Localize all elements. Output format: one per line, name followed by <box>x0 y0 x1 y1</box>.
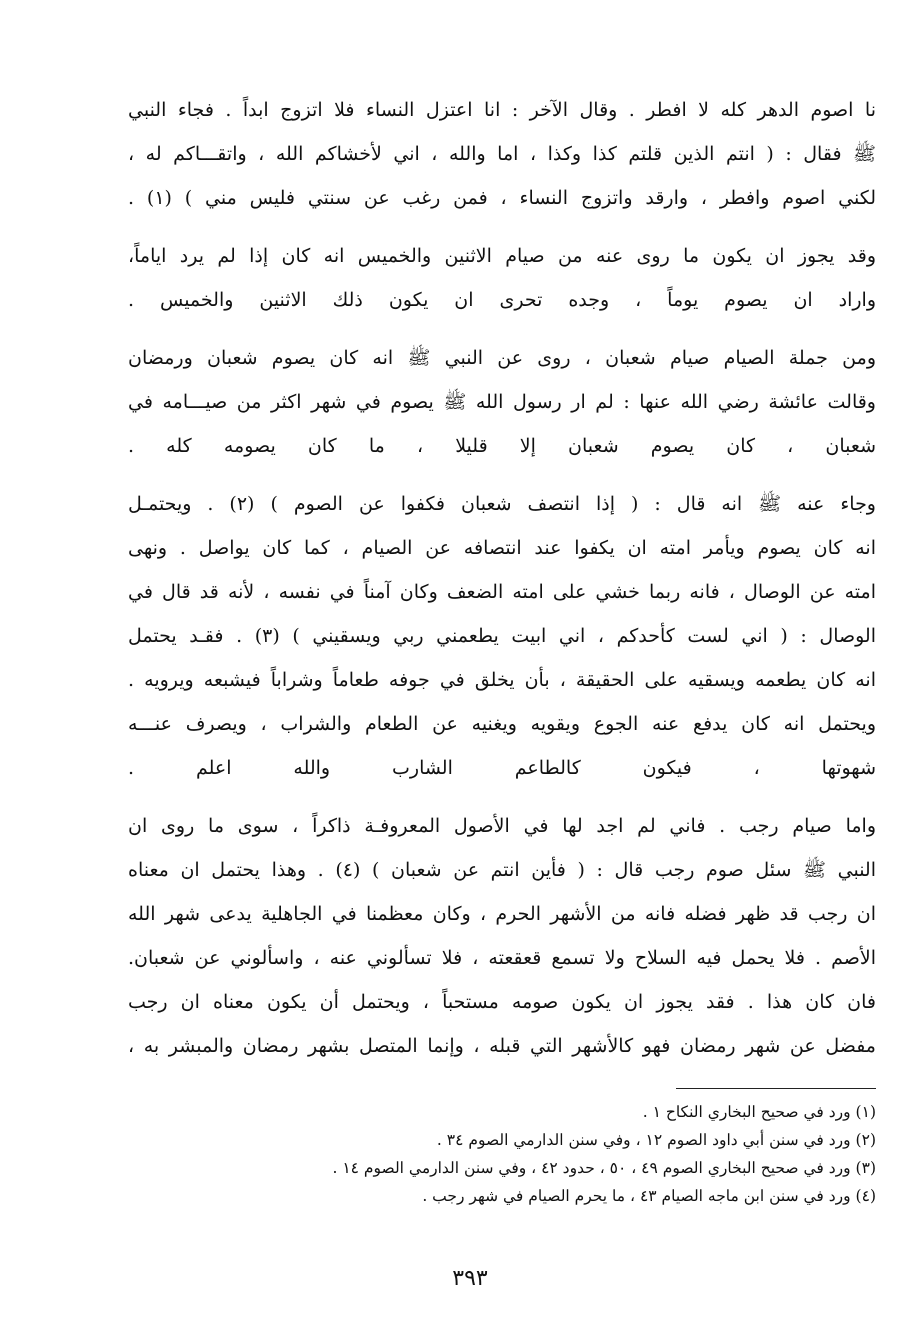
footnote: (٢) ورد في سنن أبي داود الصوم ١٢ ، وفي سنن الدارمي الصوم ٣٤ . <box>436 1131 876 1149</box>
main-text <box>128 88 876 1082</box>
paragraph <box>128 804 876 1068</box>
text-line: مفضل عن شهر رمضان فهو كالأشهر التي قبله ، وإنما المتصل بشهر رمضان والمبشر به ، <box>128 1035 876 1057</box>
footnote: (١) ورد في صحيح البخاري النكاح ١ . <box>642 1103 876 1121</box>
text-line: واما صيام رجب . فاني لم اجد لها في الأصول المعروفـة ذاكراً ، سوى ما روى ان <box>128 815 876 837</box>
text-line: وجاء عنه ﷺ انه قال : ( إذا انتصف شعبان فكفوا عن الصوم ) (٢) . ويحتمـل <box>128 493 876 515</box>
text-line: واراد ان يصوم يوماً ، وجده تحرى ان يكون ذلك الاثنين والخميس . <box>128 289 876 311</box>
text-line: شعبان ، كان يصوم شعبان إلا قليلا ، ما كان يصومه كله . <box>128 435 876 457</box>
text-line: نا اصوم الدهر كله لا افطر . وقال الآخر : انا اعتزل النساء فلا اتزوج ابداً . فجاء النبي <box>128 99 876 121</box>
text-line: وقالت عائشة رضي الله عنها : لم ار رسول الله ﷺ يصوم في شهر اكثر من صيـــامه في <box>128 391 876 413</box>
footnote: (٤) ورد في سنن ابن ماجه الصيام ٤٣ ، ما يحرم الصيام في شهر رجب . <box>422 1187 876 1205</box>
text-line: لكني اصوم وافطر ، وارقد واتزوج النساء ، فمن رغب عن سنتي فليس مني ) (١) . <box>128 187 876 209</box>
text-line: الأصم . فلا يحمل فيه السلاح ولا تسمع قعقعته ، فلا تسألوني عنه ، واسألوني عن شعبان. <box>128 947 876 969</box>
text-line: وقد يجوز ان يكون ما روى عنه من صيام الاثنين والخميس انه كان إذا لم يرد اياماً، <box>128 245 876 267</box>
text-line: ويحتمل انه كان يدفع عنه الجوع ويقويه ويغنيه عن الطعام والشراب ، ويصرف عنـــه <box>128 713 876 735</box>
paragraph <box>128 234 876 322</box>
footnote: (٣) ورد في صحيح البخاري الصوم ٤٩ ، ٥٠ ، حدود ٤٢ ، وفي سنن الدارمي الصوم ١٤ . <box>332 1159 876 1177</box>
text-line: فان كان هذا . فقد يجوز ان يكون صومه مستحباً ، ويحتمل أن يكون معناه ان رجب <box>128 991 876 1013</box>
text-line: ﷺ فقال : ( انتم الذين قلتم كذا وكذا ، اما والله ، اني لأخشاكم الله ، واتقـــاكم له ، <box>128 143 876 165</box>
paragraph <box>128 88 876 220</box>
text-line: انه كان يصوم ويأمر امته ان يكفوا عند انتصافه عن الصيام ، كما كان يواصل . ونهى <box>128 537 876 559</box>
text-line: انه كان يطعمه ويسقيه على الحقيقة ، بأن يخلق في جوفه طعاماً وشراباً فيشبعه ويرويه . <box>128 669 876 691</box>
paragraph <box>128 336 876 468</box>
page-number: ٣٩٣ <box>452 1266 488 1291</box>
text-line: النبي ﷺ سئل صوم رجب قال : ( فأين انتم عن شعبان ) (٤) . وهذا يحتمل ان معناه <box>128 859 877 881</box>
text-line: شهوتها ، فيكون كالطاعم الشارب والله اعلم . <box>128 757 876 779</box>
footnotes <box>332 1098 876 1210</box>
paragraph <box>128 482 876 790</box>
text-line: ان رجب قد ظهر فضله فانه من الأشهر الحرم ، وكان معظمنا في الجاهلية يدعى شهر الله <box>128 903 876 925</box>
footnote-divider <box>676 1088 876 1089</box>
text-line: ومن جملة الصيام صيام شعبان ، روى عن النبي ﷺ انه كان يصوم شعبان ورمضان <box>128 347 876 369</box>
text-line: امته عن الوصال ، فانه ربما خشي على امته الضعف وكان آمناً في نفسه ، لأنه قد قال في <box>128 581 876 603</box>
text-line: الوصال : ( اني لست كأحدكم ، اني ابيت يطعمني ربي ويسقيني ) (٣) . فقـد يحتمل <box>128 625 876 647</box>
